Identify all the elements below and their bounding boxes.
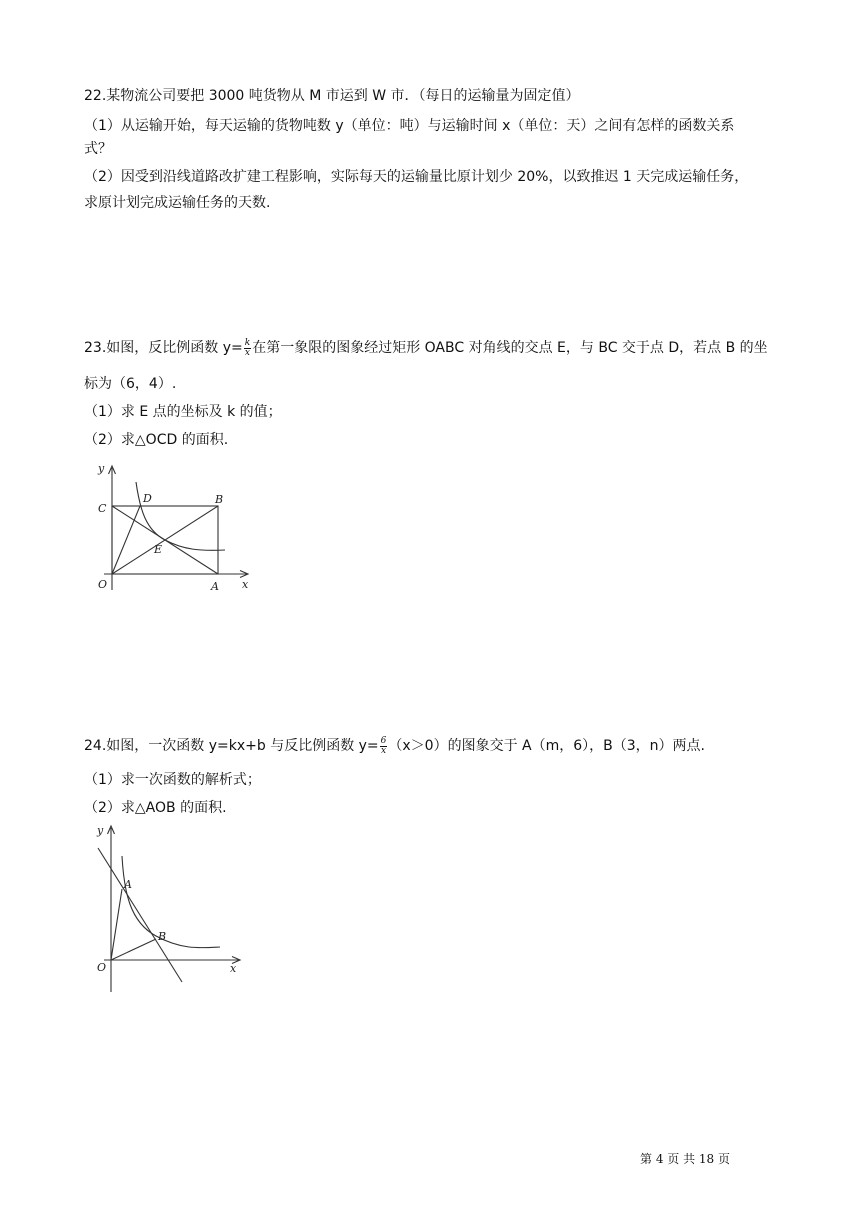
q23-title-line2: 标为（6，4）. bbox=[84, 376, 177, 392]
q23-label-x: x bbox=[242, 578, 249, 591]
q22-part2-line2: 求原计划完成运输任务的天数. bbox=[84, 195, 271, 211]
q22-part2-line1: （2）因受到沿线道路改扩建工程影响，实际每天的运输量比原计划少 20%，以致推迟 1 天完成运输任务， bbox=[84, 169, 749, 185]
q24-label-y: y bbox=[97, 824, 104, 837]
q23-part1: （1）求 E 点的坐标及 k 的值； bbox=[84, 404, 282, 420]
q24-label-x: x bbox=[230, 962, 237, 975]
q24-segment-oa bbox=[111, 889, 122, 960]
q24-label-a: A bbox=[124, 878, 132, 891]
q23-title-start: 23.如图，反比例函数 y= bbox=[84, 340, 243, 356]
q23-label-e: E bbox=[154, 543, 163, 556]
q23-segment-od bbox=[112, 506, 140, 574]
q22-part1-line1: （1）从运输开始，每天运输的货物吨数 y（单位：吨）与运输时间 x（单位：天）之间有怎样的函数关系 bbox=[84, 118, 735, 134]
q23-part2: （2）求△OCD 的面积. bbox=[84, 432, 229, 448]
q24-fraction bbox=[380, 737, 388, 756]
q24-title bbox=[84, 736, 784, 756]
q23-label-b: B bbox=[215, 493, 224, 506]
q23-label-c: C bbox=[98, 502, 107, 515]
q24-title-start: 24.如图，一次函数 y=kx+b 与反比例函数 y= bbox=[84, 738, 379, 754]
q24-part1: （1）求一次函数的解析式； bbox=[84, 772, 261, 788]
q24-figure bbox=[90, 822, 250, 997]
q23-fraction-denominator: x bbox=[244, 347, 250, 358]
q24-fraction-numerator: 6 bbox=[380, 735, 387, 746]
q22-title: 22.某物流公司要把 3000 吨货物从 M 市运到 W 市．（每日的运输量为固定值） bbox=[84, 88, 580, 104]
q24-title-end: （x＞0）的图象交于 A（m，6），B（3，n）两点. bbox=[388, 738, 705, 754]
q24-part2: （2）求△AOB 的面积. bbox=[84, 800, 227, 816]
q23-title bbox=[84, 338, 784, 358]
q24-label-o: O bbox=[97, 961, 107, 974]
q23-figure bbox=[90, 460, 260, 595]
q24-segment-ob bbox=[111, 939, 156, 960]
q23-fraction-numerator: k bbox=[244, 337, 251, 348]
q23-label-a: A bbox=[211, 580, 219, 593]
q24-fraction-denominator: x bbox=[380, 745, 387, 756]
q24-label-b: B bbox=[158, 930, 167, 943]
page-footer: 第 4 页 共 18 页 bbox=[640, 1152, 730, 1166]
q23-title-end: 在第一象限的图象经过矩形 OABC 对角线的交点 E，与 BC 交于点 D，若点 B 的坐 bbox=[252, 340, 768, 356]
q22-part1-line2: 式？ bbox=[84, 141, 112, 157]
q23-label-d: D bbox=[143, 492, 152, 505]
q23-label-y: y bbox=[98, 462, 105, 475]
q23-fraction bbox=[244, 339, 251, 358]
q23-label-o: O bbox=[98, 578, 108, 591]
q24-hyperbola bbox=[122, 856, 220, 948]
